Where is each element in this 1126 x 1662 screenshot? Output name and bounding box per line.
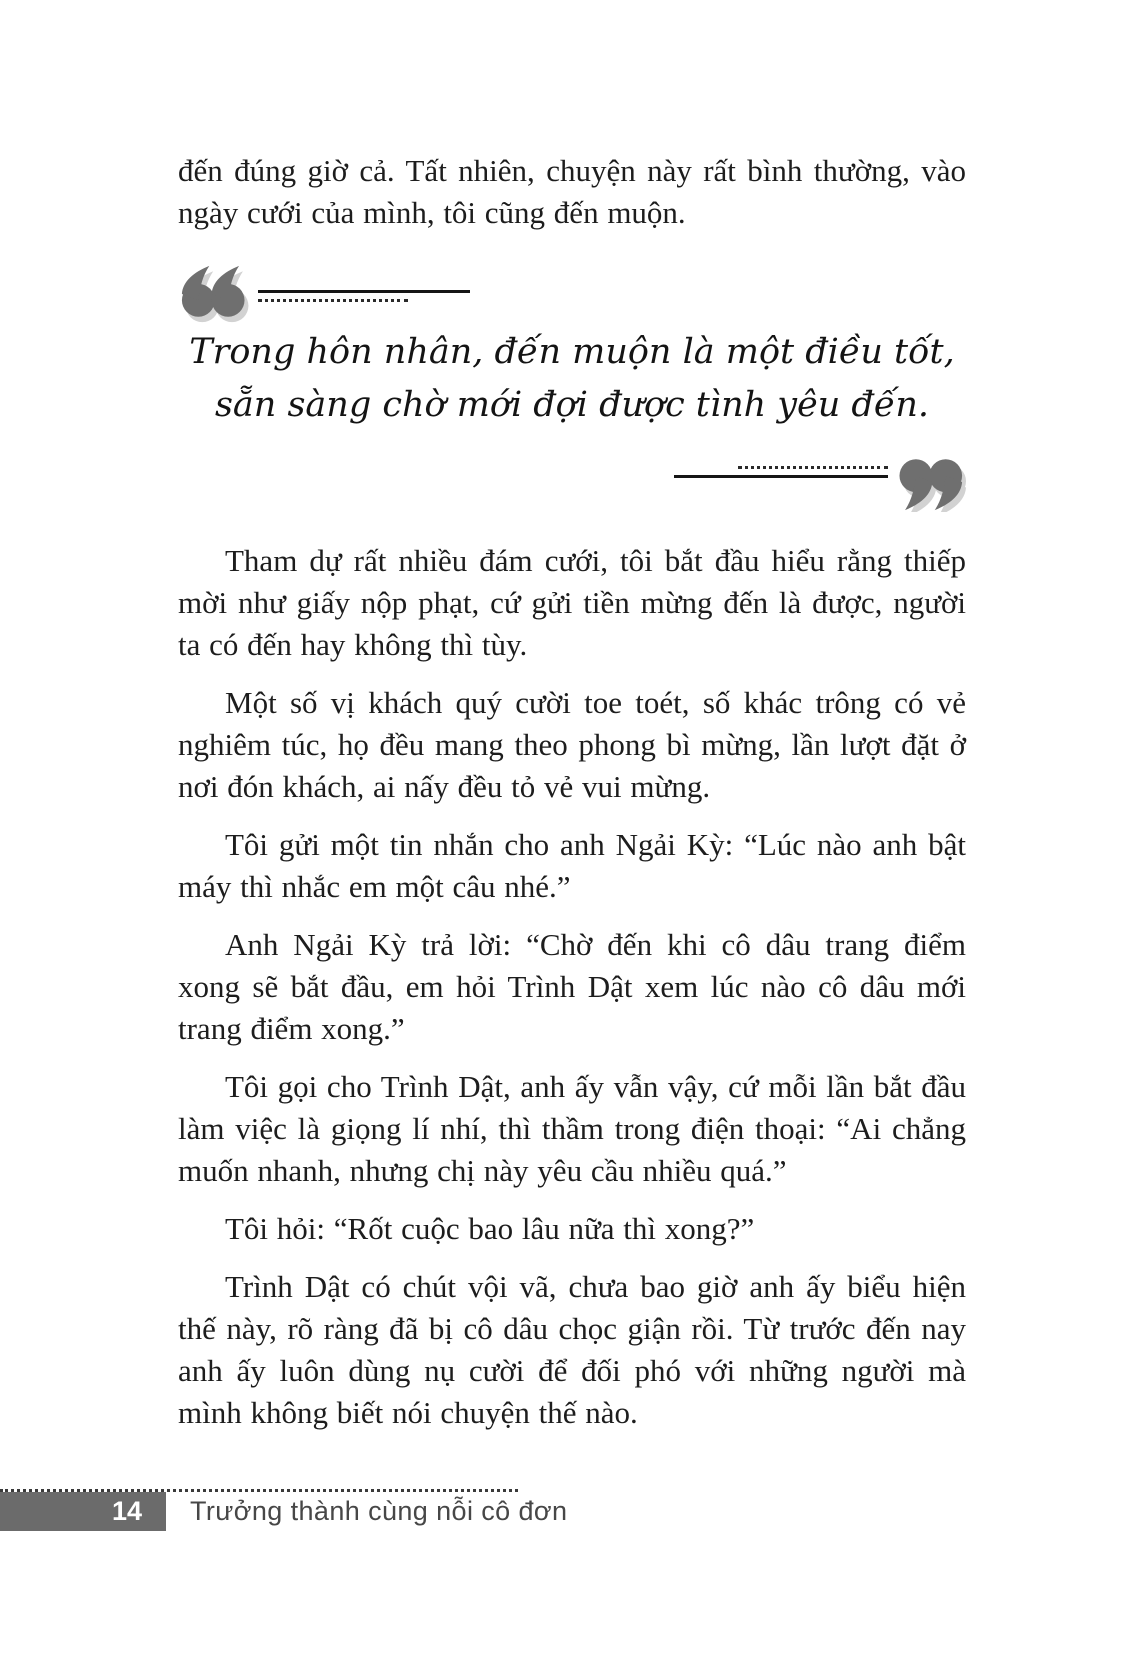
pull-quote-text xyxy=(178,326,966,432)
paragraph: Tôi hỏi: “Rốt cuộc bao lâu nữa thì xong?” xyxy=(225,1211,755,1246)
open-quote-icon xyxy=(178,264,250,324)
page-footer xyxy=(0,1489,568,1531)
quote-rule-solid xyxy=(674,475,888,478)
pull-quote-close-decoration xyxy=(178,452,966,512)
page-number: 14 xyxy=(111,1496,142,1526)
quote-rule-dotted xyxy=(738,466,888,469)
running-footer-title: Trưởng thành cùng nỗi cô đơn xyxy=(190,1496,568,1526)
quote-rule-solid xyxy=(258,290,470,293)
page-number-badge xyxy=(0,1492,166,1531)
pull-quote-open-decoration xyxy=(178,264,966,324)
pull-quote-line: Trong hôn nhân, đến muộn là một điều tốt, xyxy=(189,332,955,372)
paragraph: Một số vị khách quý cười toe toét, số khác trông có vẻ nghiêm túc, họ đều mang theo phong bì mừng, lần lượt đặt ở nơi đón khách, ai nấy đều tỏ vẻ vui mừng. xyxy=(178,685,966,804)
pull-quote-line: sẵn sàng chờ mới đợi được tình yêu đến. xyxy=(214,385,930,425)
page-content xyxy=(178,150,966,1450)
paragraph: đến đúng giờ cả. Tất nhiên, chuyện này rất bình thường, vào ngày cưới của mình, tôi cũng đến muộn. xyxy=(178,153,966,230)
close-quote-icon xyxy=(894,452,966,512)
paragraph: Tôi gửi một tin nhắn cho anh Ngải Kỳ: “Lúc nào anh bật máy thì nhắc em một câu nhé.” xyxy=(178,827,966,904)
quote-rule-dotted xyxy=(258,299,408,302)
paragraph: Tôi gọi cho Trình Dật, anh ấy vẫn vậy, cứ mỗi lần bắt đầu làm việc là giọng lí nhí, thì thầm trong điện thoại: “Ai chẳng muốn nhanh, nhưng chị này yêu cầu nhiều quá.” xyxy=(178,1069,966,1188)
paragraph: Trình Dật có chút vội vã, chưa bao giờ anh ấy biểu hiện thế này, rõ ràng đã bị cô dâu chọc giận rồi. Từ trước đến nay anh ấy luôn dùng nụ cười để đối phó với những người mà mình không biết nói chuyện thế nào. xyxy=(178,1269,966,1430)
paragraph: Anh Ngải Kỳ trả lời: “Chờ đến khi cô dâu trang điểm xong sẽ bắt đầu, em hỏi Trình Dật xem lúc nào cô dâu mới trang điểm xong.” xyxy=(178,927,966,1046)
pull-quote xyxy=(178,264,966,512)
paragraph: Tham dự rất nhiều đám cưới, tôi bắt đầu hiểu rằng thiếp mời như giấy nộp phạt, cứ gửi tiền mừng đến là được, người ta có đến hay không thì tùy. xyxy=(178,543,966,662)
